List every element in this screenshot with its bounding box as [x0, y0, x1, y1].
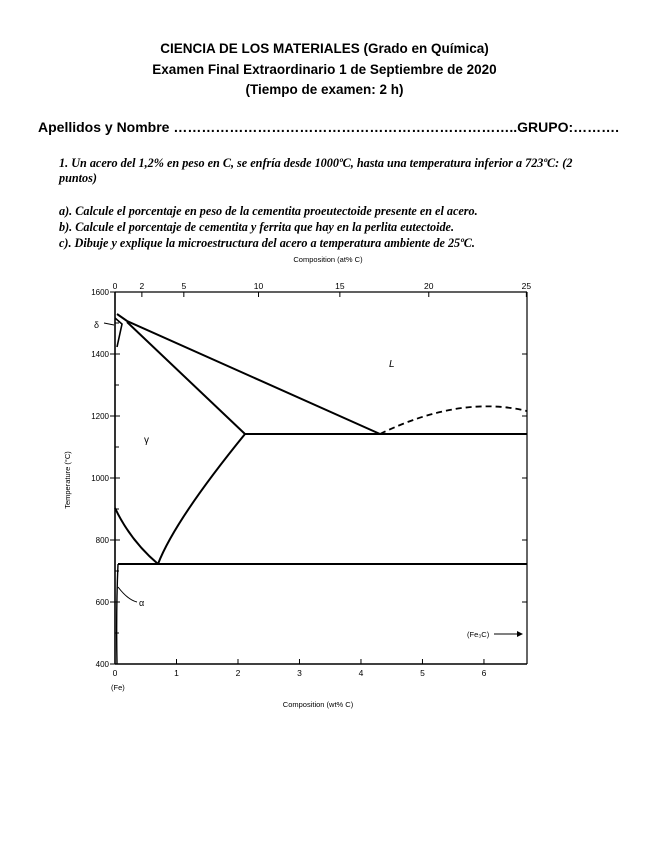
x-tick-label: 5 [420, 668, 425, 678]
phase-label-cementite: (Fe₃C) [467, 630, 490, 639]
acm-line [158, 434, 245, 564]
alpha-solvus-line [117, 564, 118, 664]
y-tick-label: 600 [95, 598, 109, 607]
x-tick-label: 0 [112, 668, 118, 678]
question-statement: 1. Un acero del 1,2% en peso en C, se enfría desde 1000ºC, hasta una temperatura inferior a 723ºC: (2 puntos) [59, 156, 573, 185]
x-tick-label: 1 [174, 668, 179, 678]
phase-label-alpha: α [139, 598, 145, 608]
at-tick-label: 25 [521, 281, 532, 291]
top-axis-title: Composition (at% C) [293, 255, 363, 264]
question-part-b: b). Calcule el porcentaje de cementita y ferrita que hay en la perlita eutectoide. [59, 220, 455, 234]
phase-label-liquid: L [389, 359, 395, 370]
fe-origin-label: (Fe) [111, 683, 125, 692]
x-tick-label: 6 [481, 668, 487, 678]
y-tick-label: 1000 [91, 474, 109, 483]
y-tick-label: 1400 [91, 350, 109, 359]
x-tick-label: 2 [235, 668, 241, 678]
alpha-leader [118, 587, 137, 602]
at-tick-label: 2 [139, 281, 145, 291]
exam-title: CIENCIA DE LOS MATERIALES (Grado en Química) [160, 41, 489, 56]
y-axis-title: Temperature (°C) [63, 451, 72, 509]
delta-region-boundary [115, 318, 122, 347]
x-tick-label: 4 [358, 668, 364, 678]
student-name-group-line: Apellidos y Nombre ………………………………………………………………..GRUPO:………. [38, 119, 620, 135]
at-tick-label: 0 [112, 281, 118, 291]
question-part-c: c). Dibuje y explique la microestructura del acero a temperatura ambiente de 25ºC. [59, 236, 475, 250]
exam-duration: (Tiempo de examen: 2 h) [245, 82, 404, 97]
at-tick-label: 15 [335, 281, 345, 291]
y-tick-label: 1600 [91, 288, 109, 297]
y-tick-label: 800 [95, 536, 109, 545]
phase-label-delta: δ [94, 320, 100, 330]
a3-line [115, 508, 158, 564]
liquidus-line [117, 314, 380, 434]
y-tick-label: 400 [95, 660, 109, 669]
cementite-liquidus-dashed [380, 406, 527, 434]
delta-leader [104, 323, 114, 325]
exam-subtitle: Examen Final Extraordinario 1 de Septiembre de 2020 [152, 62, 497, 77]
x-tick-label: 3 [297, 668, 302, 678]
question-part-a: a). Calcule el porcentaje en peso de la cementita proeutectoide presente en el acero. [59, 204, 478, 218]
phase-label-austenite: γ [144, 435, 149, 446]
y-tick-label: 1200 [91, 412, 109, 421]
at-tick-label: 10 [253, 281, 264, 291]
solidus-line [127, 322, 245, 434]
at-tick-label: 20 [424, 281, 434, 291]
x-axis-title: Composition (wt% C) [282, 700, 354, 709]
at-tick-label: 5 [181, 281, 187, 291]
cementite-arrow-icon [517, 631, 523, 637]
